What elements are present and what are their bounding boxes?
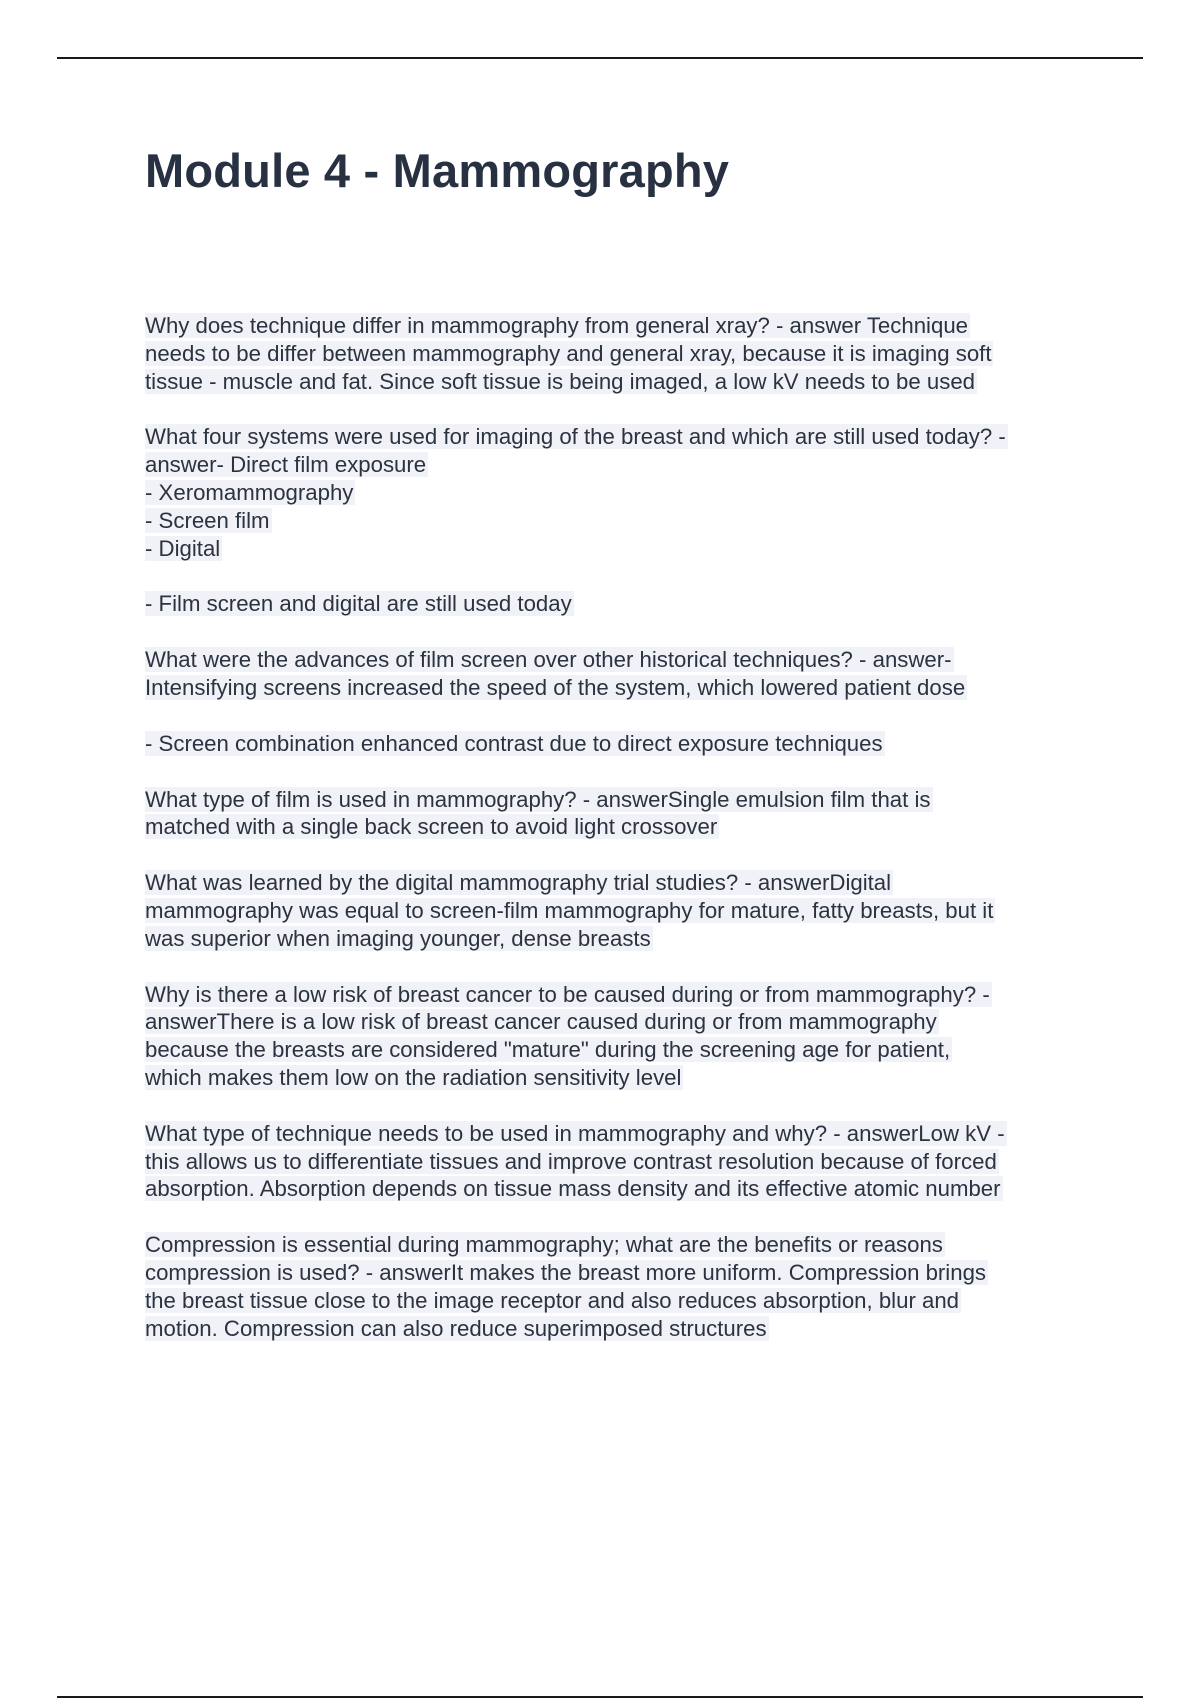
qa-block bbox=[145, 869, 1090, 952]
qa-line: needs to be differ between mammography and general xray, because it is imaging soft bbox=[145, 340, 992, 366]
qa-block bbox=[145, 1120, 1090, 1203]
qa-block bbox=[145, 590, 1090, 618]
qa-line: answerThere is a low risk of breast cancer caused during or from mammography bbox=[145, 1009, 937, 1035]
qa-line: - Digital bbox=[145, 535, 221, 561]
page-title: Module 4 - Mammography bbox=[145, 144, 730, 197]
qa-line: the breast tissue close to the image receptor and also reduces absorption, blur and bbox=[145, 1287, 960, 1313]
qa-block bbox=[145, 786, 1090, 842]
qa-line: which makes them low on the radiation sensitivity level bbox=[145, 1064, 682, 1090]
qa-line: absorption. Absorption depends on tissue mass density and its effective atomic number bbox=[145, 1176, 1001, 1202]
qa-line: - Screen film bbox=[145, 507, 270, 533]
qa-line: Compression is essential during mammography; what are the benefits or reasons bbox=[145, 1232, 943, 1258]
qa-block bbox=[145, 981, 1090, 1092]
qa-line: What four systems were used for imaging of the breast and which are still used today? - bbox=[145, 424, 1006, 450]
qa-line: matched with a single back screen to avoid light crossover bbox=[145, 814, 718, 840]
qa-line: mammography was equal to screen-film mammography for mature, fatty breasts, but it bbox=[145, 897, 994, 923]
qa-line: What type of film is used in mammography? - answerSingle emulsion film that is bbox=[145, 786, 931, 812]
qa-line: motion. Compression can also reduce superimposed structures bbox=[145, 1315, 767, 1341]
qa-block bbox=[145, 312, 1090, 395]
qa-line: What were the advances of film screen over other historical techniques? - answer- bbox=[145, 647, 952, 673]
qa-line: tissue - muscle and fat. Since soft tissue is being imaged, a low kV needs to be used bbox=[145, 368, 976, 394]
qa-line: Why is there a low risk of breast cancer to be caused during or from mammography? - bbox=[145, 981, 990, 1007]
qa-line: compression is used? - answerIt makes the breast more uniform. Compression brings bbox=[145, 1259, 987, 1285]
qa-line: Why does technique differ in mammography from general xray? - answer Technique bbox=[145, 313, 968, 338]
qa-block bbox=[145, 1231, 1090, 1342]
qa-line: What was learned by the digital mammography trial studies? - answerDigital bbox=[145, 870, 892, 896]
qa-line: was superior when imaging younger, dense breasts bbox=[145, 925, 651, 951]
qa-block bbox=[145, 423, 1090, 562]
qa-line: What type of technique needs to be used in mammography and why? - answerLow kV - bbox=[145, 1120, 1005, 1146]
qa-line: - Film screen and digital are still used today bbox=[145, 591, 572, 617]
top-divider bbox=[57, 57, 1143, 59]
qa-content bbox=[145, 312, 1090, 1370]
qa-line: answer- Direct film exposure bbox=[145, 452, 427, 478]
qa-line: Intensifying screens increased the speed of the system, which lowered patient dose bbox=[145, 674, 966, 700]
bottom-divider bbox=[57, 1696, 1143, 1698]
qa-block bbox=[145, 646, 1090, 702]
qa-line: because the breasts are considered "mature" during the screening age for patient, bbox=[145, 1037, 951, 1063]
qa-line: - Xeromammography bbox=[145, 479, 354, 505]
qa-line: - Screen combination enhanced contrast due to direct exposure techniques bbox=[145, 730, 883, 756]
qa-block bbox=[145, 730, 1090, 758]
qa-line: this allows us to differentiate tissues and improve contrast resolution because of forced bbox=[145, 1148, 997, 1174]
